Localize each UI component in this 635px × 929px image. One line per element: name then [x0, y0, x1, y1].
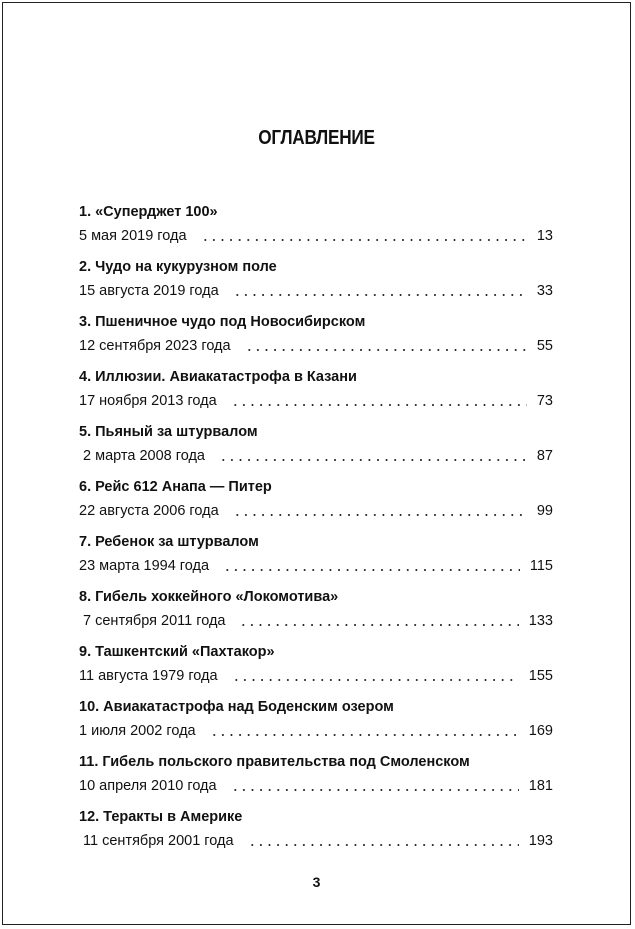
entry-line [79, 282, 553, 300]
page-title: ОГЛАВЛЕНИЕ [258, 127, 375, 149]
toc-entry [79, 258, 553, 313]
entry-heading: 6. Рейс 612 Анапа — Питер [79, 479, 272, 495]
entry-page-number: 115 [529, 558, 553, 574]
entry-heading: 5. Пьяный за штурвалом [79, 424, 258, 440]
entry-line [79, 227, 553, 245]
entry-heading: 3. Пшеничное чудо под Новосибирском [79, 314, 366, 330]
entry-date: 11 августа 1979 года [79, 668, 218, 684]
entry-heading: 4. Иллюзии. Авиакатастрофа в Казани [79, 369, 357, 385]
entry-date: 17 ноября 2013 года [79, 393, 217, 409]
toc-entry [79, 808, 553, 863]
page-number: 3 [312, 874, 321, 890]
dot-leader [223, 569, 520, 571]
entry-page-number: 13 [536, 228, 553, 244]
entry-line [79, 337, 553, 355]
entry-date: 23 марта 1994 года [79, 558, 210, 574]
entry-page-number: 155 [528, 668, 553, 684]
entry-line [79, 832, 553, 850]
toc-entry [79, 643, 553, 698]
entry-line [79, 612, 553, 630]
toc-entry [79, 753, 553, 808]
entry-heading: 11. Гибель польского правительства под Смоленском [79, 754, 470, 770]
entry-date: 15 августа 2019 года [79, 283, 219, 299]
dot-leader [239, 624, 518, 626]
entry-page-number: 193 [528, 833, 553, 849]
entry-line [79, 557, 553, 575]
entry-heading: 10. Авиакатастрофа над Боденским озером [79, 699, 394, 715]
entry-heading: 2. Чудо на кукурузном поле [79, 259, 277, 275]
dot-leader [210, 734, 519, 736]
toc-entry [79, 368, 553, 423]
toc-entry [79, 313, 553, 368]
entry-page-number: 133 [528, 613, 553, 629]
toc-entry [79, 533, 553, 588]
entry-page-number: 73 [536, 393, 553, 409]
toc-entry [79, 478, 553, 533]
toc-entry [79, 588, 553, 643]
entry-page-number: 181 [528, 778, 553, 794]
entry-heading: 12. Теракты в Америке [79, 809, 243, 825]
table-of-contents [79, 203, 553, 863]
entry-date: 10 апреля 2010 года [79, 778, 217, 794]
dot-leader [233, 294, 527, 296]
dot-leader [201, 239, 527, 241]
entry-line [79, 667, 553, 685]
entry-date: 11 сентября 2001 года [79, 833, 234, 849]
dot-leader [233, 514, 527, 516]
entry-date: 5 мая 2019 года [79, 228, 187, 244]
entry-heading: 1. «Суперджет 100» [79, 204, 218, 220]
entry-line [79, 502, 553, 520]
dot-leader [231, 404, 527, 406]
entry-heading: 7. Ребенок за штурвалом [79, 534, 259, 550]
dot-leader [232, 679, 519, 681]
entry-date: 2 марта 2008 года [79, 448, 205, 464]
entry-page-number: 87 [536, 448, 553, 464]
entry-line [79, 722, 553, 740]
toc-entry [79, 423, 553, 478]
entry-line [79, 777, 553, 795]
toc-entry [79, 698, 553, 753]
dot-leader [231, 789, 519, 791]
entry-date: 22 августа 2006 года [79, 503, 219, 519]
entry-page-number: 99 [536, 503, 553, 519]
dot-leader [245, 349, 527, 351]
dot-leader [219, 459, 527, 461]
entry-line [79, 447, 553, 465]
entry-line [79, 392, 553, 410]
entry-page-number: 55 [536, 338, 553, 354]
entry-heading: 8. Гибель хоккейного «Локомотива» [79, 589, 339, 605]
entry-date: 1 июля 2002 года [79, 723, 196, 739]
entry-heading: 9. Ташкентский «Пахтакор» [79, 644, 275, 660]
book-page [2, 2, 631, 925]
entry-date: 12 сентября 2023 года [79, 338, 231, 354]
entry-page-number: 33 [536, 283, 553, 299]
dot-leader [248, 844, 519, 846]
entry-date: 7 сентября 2011 года [79, 613, 226, 629]
entry-page-number: 169 [528, 723, 553, 739]
toc-entry [79, 203, 553, 258]
